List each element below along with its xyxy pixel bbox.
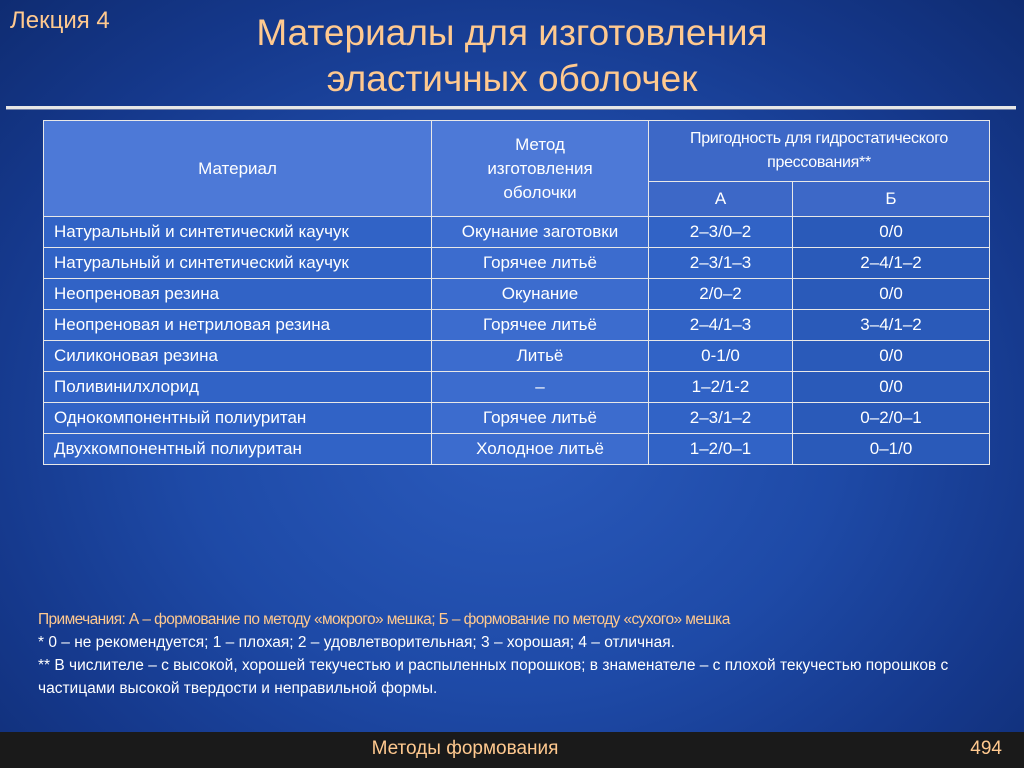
title-divider <box>6 106 1016 109</box>
material-cell: Силиконовая резина <box>44 341 432 372</box>
table-row <box>44 279 990 310</box>
suitability-a-cell: 1–2/0–1 <box>649 434 793 465</box>
suitability-a-cell: 0-1/0 <box>649 341 793 372</box>
header-b: Б <box>793 182 990 217</box>
method-cell: Литьё <box>432 341 649 372</box>
header-suitability-text: Пригодность для гидростатического прессования** <box>690 130 948 171</box>
suitability-b-cell: 0/0 <box>793 279 990 310</box>
method-cell: Горячее литьё <box>432 248 649 279</box>
method-cell: – <box>432 372 649 403</box>
material-cell: Натуральный и синтетический каучук <box>44 217 432 248</box>
suitability-a-cell: 2–3/1–2 <box>649 403 793 434</box>
notes <box>38 608 1022 700</box>
header-method-text: Метод изготовления оболочки <box>487 134 593 202</box>
table-header-row <box>44 121 990 182</box>
header-suitability <box>649 121 990 182</box>
suitability-b-cell: 0–2/0–1 <box>793 403 990 434</box>
table-row <box>44 341 990 372</box>
notes-fraction-explanation: ** В числителе – с высокой, хорошей текучестью и распыленных порошков; в знаменателе – с плохой текучестью порошков с частицами высокой твердости и неправильной формы. <box>38 657 949 697</box>
material-cell: Неопреновая резина <box>44 279 432 310</box>
suitability-a-cell: 2–4/1–3 <box>649 310 793 341</box>
material-cell: Двухкомпонентный полиуритан <box>44 434 432 465</box>
material-cell: Натуральный и синтетический каучук <box>44 248 432 279</box>
method-cell: Горячее литьё <box>432 310 649 341</box>
suitability-b-cell: 0/0 <box>793 341 990 372</box>
materials-table <box>43 120 990 465</box>
method-cell: Горячее литьё <box>432 403 649 434</box>
suitability-b-cell: 0/0 <box>793 217 990 248</box>
notes-rating-scale: * 0 – не рекомендуется; 1 – плохая; 2 – удовлетворительная; 3 – хорошая; 4 – отличная. <box>38 634 675 651</box>
table-row <box>44 310 990 341</box>
suitability-b-cell: 2–4/1–2 <box>793 248 990 279</box>
slide-title-line2: эластичных оболочек <box>326 58 698 99</box>
lecture-label: Лекция 4 <box>10 7 110 34</box>
suitability-a-cell: 2–3/0–2 <box>649 217 793 248</box>
table-row <box>44 403 990 434</box>
suitability-b-cell: 0–1/0 <box>793 434 990 465</box>
material-cell: Неопреновая и нетриловая резина <box>44 310 432 341</box>
header-a: А <box>649 182 793 217</box>
header-method <box>432 121 649 217</box>
suitability-b-cell: 3–4/1–2 <box>793 310 990 341</box>
slide-title-line1: Материалы для изготовления <box>256 12 768 53</box>
slide-title <box>140 10 884 102</box>
material-cell: Поливинилхлорид <box>44 372 432 403</box>
suitability-a-cell: 2/0–2 <box>649 279 793 310</box>
suitability-a-cell: 2–3/1–3 <box>649 248 793 279</box>
table-row <box>44 248 990 279</box>
method-cell: Окунание заготовки <box>432 217 649 248</box>
page-number: 494 <box>970 738 1002 759</box>
table-row <box>44 217 990 248</box>
suitability-a-cell: 1–2/1-2 <box>649 372 793 403</box>
material-cell: Однокомпонентный полиуритан <box>44 403 432 434</box>
method-cell: Холодное литьё <box>432 434 649 465</box>
notes-legend: Примечания: А – формование по методу «мокрого» мешка; Б – формование по методу «сухого» мешка <box>38 611 730 628</box>
suitability-b-cell: 0/0 <box>793 372 990 403</box>
header-material: Материал <box>44 121 432 217</box>
footer-title: Методы формования <box>371 738 559 759</box>
table-row <box>44 372 990 403</box>
table-row <box>44 434 990 465</box>
method-cell: Окунание <box>432 279 649 310</box>
